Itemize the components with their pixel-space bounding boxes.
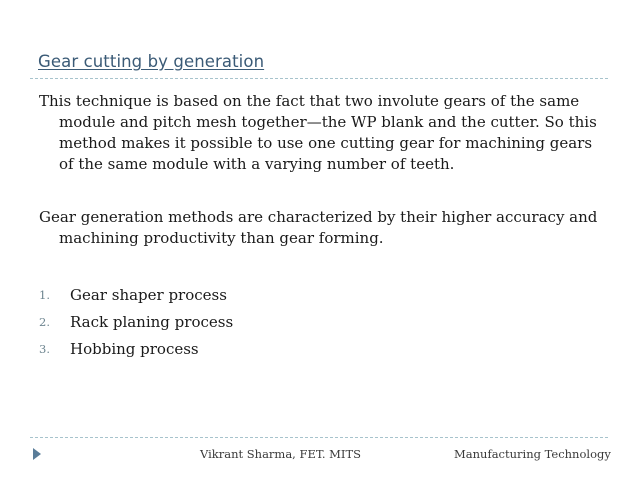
paragraph-generation-advantages: Gear generation methods are characterized by their higher accuracy and machining productivity than gear forming. bbox=[39, 208, 598, 247]
list-item bbox=[39, 308, 233, 335]
list-item-text: Gear shaper process bbox=[70, 285, 227, 304]
list-number: 3. bbox=[39, 341, 50, 356]
list-item-text: Hobbing process bbox=[70, 339, 199, 358]
list-item bbox=[39, 281, 233, 308]
slide-title: Gear cutting by generation bbox=[38, 52, 265, 71]
footer-divider bbox=[30, 437, 608, 438]
triangle-right-icon bbox=[33, 448, 41, 460]
process-list bbox=[39, 281, 233, 362]
footer-author: Vikrant Sharma, FET. MITS bbox=[200, 447, 362, 461]
list-number: 1. bbox=[39, 287, 50, 302]
list-item-text: Rack planing process bbox=[70, 312, 234, 331]
list-item bbox=[39, 335, 233, 362]
title-divider bbox=[30, 78, 608, 79]
list-number: 2. bbox=[39, 314, 50, 329]
paragraph-generation-principle: This technique is based on the fact that two involute gears of the same module and pitch mesh together—the WP blank and the cutter. So this method makes it possible to use one cutting gear for machining gears of the same module with a varying number of teeth. bbox=[39, 92, 597, 173]
footer-course-name: Manufacturing Technology bbox=[454, 447, 611, 461]
